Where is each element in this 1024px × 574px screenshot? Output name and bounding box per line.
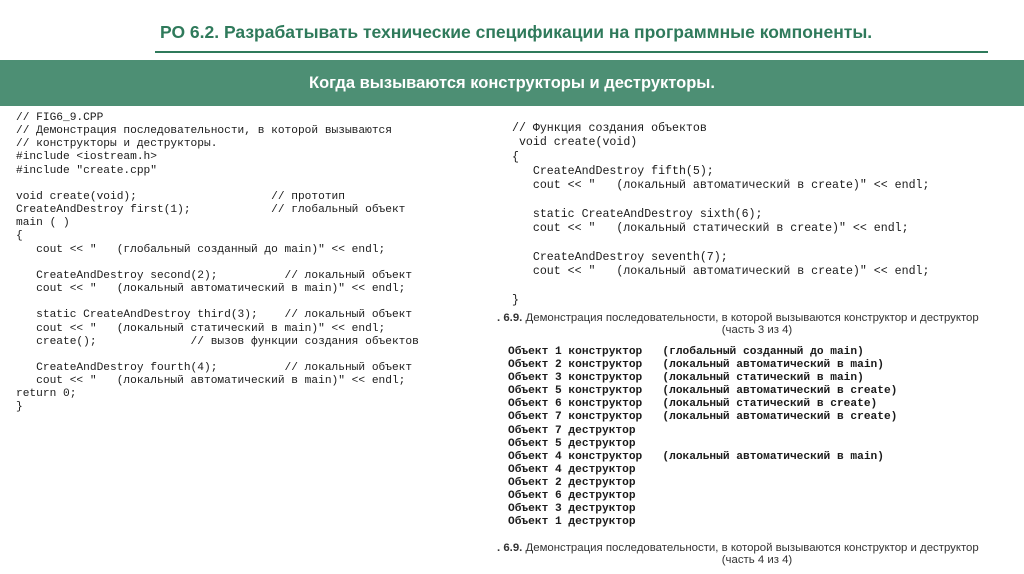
code-line: Объект 7 конструктор (локальный автоматический в create) (508, 411, 898, 424)
code-line: cout << " (локальный автоматический в create)" << endl; (512, 264, 930, 278)
code-line: // конструкторы и деструкторы. (16, 138, 218, 151)
caption-subtitle: (часть 3 из 4) (721, 324, 793, 336)
code-line: cout << " (локальный статический в main)" << endl; (16, 322, 386, 335)
banner-text: Когда вызываются конструкторы и деструкторы. (309, 73, 715, 92)
code-line: Объект 1 конструктор (глобальный созданный до main) (508, 346, 864, 358)
code-line: #include <iostream.h> (16, 151, 157, 164)
code-line: CreateAndDestroy fifth(5); (512, 164, 714, 178)
code-line: } (512, 293, 519, 307)
code-line: // FIG6_9.CPP (16, 112, 104, 124)
code-line: void create(void) (512, 136, 638, 150)
program-output (508, 346, 897, 529)
caption-subtitle: (часть 4 из 4) (721, 554, 793, 566)
code-line: Объект 6 конструктор (локальный статический в create) (508, 398, 878, 411)
code-line: cout << " (глобальный созданный до main)" << endl; (16, 243, 386, 256)
code-line: // Функция создания объектов (512, 122, 707, 135)
code-line: Объект 4 деструктор (508, 463, 636, 476)
code-line: Объект 7 деструктор (508, 424, 636, 437)
code-line: cout << " (локальный статический в create)" << endl; (512, 222, 909, 236)
code-line: Объект 4 конструктор (локальный автоматический в main) (508, 450, 884, 463)
code-line: Объект 6 деструктор (508, 490, 636, 503)
left-code-listing (16, 112, 419, 415)
right-code-listing (512, 122, 929, 308)
code-line: Объект 5 конструктор (локальный автоматический в create) (508, 385, 898, 398)
section-banner (0, 60, 1024, 106)
code-line: static CreateAndDestroy sixth(6); (512, 207, 763, 221)
code-line: CreateAndDestroy fourth(4); // локальный объект (16, 361, 413, 374)
code-line: cout << " (локальный автоматический в main)" << endl; (16, 283, 406, 296)
code-line: Объект 2 деструктор (508, 476, 636, 489)
caption-text: Демонстрация последовательности, в которой вызываются конструктор и деструктор (525, 542, 979, 554)
caption-text: Демонстрация последовательности, в которой вызываются конструктор и деструктор (525, 312, 979, 324)
code-line: Объект 5 деструктор (508, 437, 636, 450)
code-line: CreateAndDestroy first(1); // глобальный объект (16, 204, 406, 217)
code-line: Объект 2 конструктор (локальный автоматический в main) (508, 359, 884, 372)
code-line: cout << " (локальный автоматический в create)" << endl; (512, 179, 930, 193)
caption-number: . 6.9. (497, 312, 523, 324)
code-line: Объект 3 деструктор (508, 503, 636, 516)
code-line: Объект 1 деструктор (508, 516, 636, 529)
figure-caption-part-4 (497, 542, 1017, 566)
code-line: CreateAndDestroy second(2); // локальный объект (16, 269, 413, 282)
caption-number: . 6.9. (497, 542, 523, 554)
slide-title: РО 6.2. Разрабатывать технические спецификации на программные компоненты. (160, 22, 873, 42)
code-line: create(); // вызов функции создания объектов (16, 335, 419, 348)
code-line: { (16, 230, 23, 243)
code-line: Объект 3 конструктор (локальный статический в main) (508, 372, 864, 385)
code-line: static CreateAndDestroy third(3); // локальный объект (16, 309, 413, 322)
code-line: void create(void); // прототип (16, 190, 345, 203)
code-line: return 0; (16, 388, 77, 401)
code-line: // Демонстрация последовательности, в которой вызываются (16, 125, 392, 138)
code-line: cout << " (локальный автоматический в main)" << endl; (16, 375, 406, 388)
title-underline (155, 51, 988, 53)
code-line: } (16, 401, 23, 414)
code-line: CreateAndDestroy seventh(7); (512, 250, 728, 264)
code-line: #include "create.cpp" (16, 164, 157, 177)
code-line: { (512, 150, 519, 164)
code-line: main ( ) (16, 217, 70, 230)
figure-caption-part-3 (497, 312, 1017, 336)
